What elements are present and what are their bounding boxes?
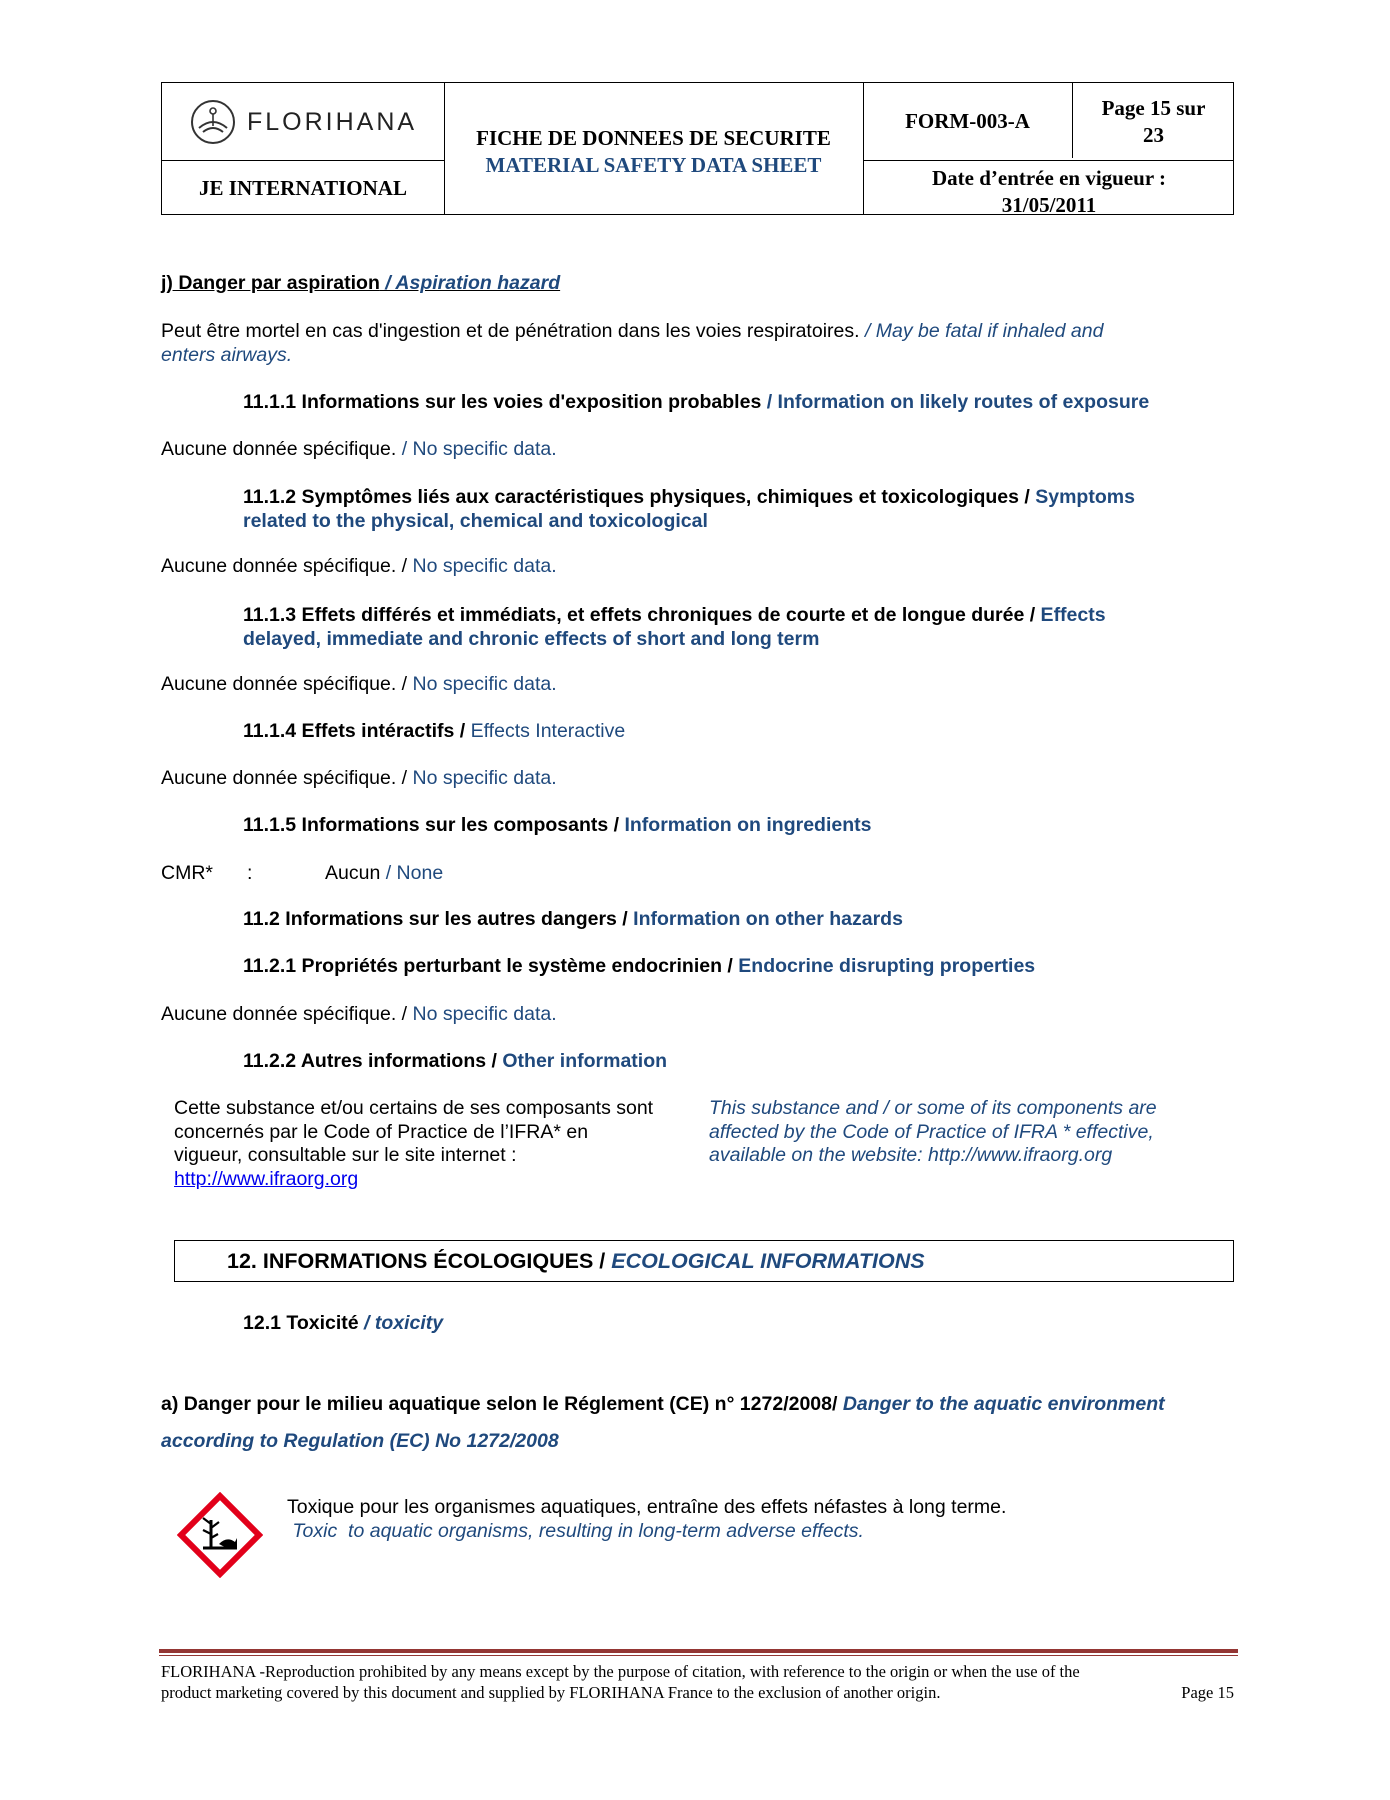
- page-number: Page 15 sur 23: [1101, 96, 1206, 147]
- aspiration-hazard-text: Peut être mortel en cas d'ingestion et de pénétration dans les voies respiratoires. / May be fatal if inhaled and enters airways.: [161, 320, 1104, 366]
- footer-line-2: product marketing covered by this document and supplied by FLORIHANA France to the exclusion of another origin.: [161, 1683, 941, 1702]
- document-header: [161, 82, 1234, 215]
- title-fr: FICHE DE DONNEES DE SECURITE: [476, 126, 831, 150]
- section-12-heading: 12. INFORMATIONS ÉCOLOGIQUES / ECOLOGICAL INFORMATIONS: [227, 1249, 925, 1273]
- footer-line-1: FLORIHANA -Reproduction prohibited by any means except by the purpose of citation, with reference to the origin or when the use of the: [161, 1662, 1080, 1681]
- no-data-4: Aucune donnée spécifique. / No specific data.: [161, 767, 557, 789]
- environment-hazard-pictogram-icon: [177, 1492, 263, 1578]
- aquatic-hazard-heading: a) Danger pour le milieu aquatique selon le Réglement (CE) n° 1272/2008/ Danger to the aquatic environment according to Regulation (EC) No 1272/2008: [161, 1393, 1165, 1452]
- section-12-heading-box: [174, 1240, 1234, 1282]
- aquatic-toxicity-text: Toxique pour les organismes aquatiques, entraîne des effets néfastes à long terme. Toxic to aquatic organisms, resulting in long-term adverse effects.: [287, 1496, 1007, 1542]
- ifra-text-fr: Cette substance et/ou certains de ses composants sont concernés par le Code of Practice de l’IFRA* en vigueur, consultable sur le site internet : http://www.ifraorg.org: [174, 1097, 654, 1190]
- section-11-2-2: 11.2.2 Autres informations / Other information: [243, 1050, 668, 1072]
- ifra-link[interactable]: http://www.ifraorg.org: [174, 1167, 359, 1190]
- section-11-2-1: 11.2.1 Propriétés perturbant le système endocrinien / Endocrine disrupting properties: [243, 955, 1036, 977]
- ifra-text-en: This substance and / or some of its components are affected by the Code of Practice of IFRA * effective, available on the website: http://www.ifraorg.org: [709, 1097, 1157, 1166]
- section-12-1: 12.1 Toxicité / toxicity: [243, 1312, 444, 1334]
- no-data-3: Aucune donnée spécifique. / No specific data.: [161, 673, 557, 695]
- section-11-1-1: 11.1.1 Informations sur les voies d'exposition probables / Information on likely routes of exposure: [243, 391, 1150, 413]
- cmr-value: Aucun / None: [325, 862, 444, 884]
- aspiration-hazard-heading: j) Danger par aspiration / Aspiration hazard: [161, 272, 561, 294]
- section-11-1-3: 11.1.3 Effets différés et immédiats, et effets chroniques de courte et de longue durée / Effects delayed, immediate and chronic effects of short and long term: [243, 604, 1106, 650]
- company-name: JE INTERNATIONAL: [199, 176, 407, 200]
- footer: [161, 1661, 1234, 1703]
- cmr-label: CMR*: [161, 862, 213, 884]
- section-11-2: 11.2 Informations sur les autres dangers / Information on other hazards: [243, 908, 903, 930]
- document-title: [444, 125, 863, 179]
- section-11-1-5: 11.1.5 Informations sur les composants / Information on ingredients: [243, 814, 872, 836]
- footer-rule: [159, 1649, 1238, 1653]
- no-data-2: Aucune donnée spécifique. / No specific data.: [161, 555, 557, 577]
- florihana-logo-icon: [189, 98, 237, 146]
- form-code: FORM-003-A: [905, 109, 1030, 133]
- cmr-colon: :: [247, 862, 253, 884]
- no-data-5: Aucune donnée spécifique. / No specific data.: [161, 1003, 557, 1025]
- section-11-1-4: 11.1.4 Effets intéractifs / Effects Interactive: [243, 720, 626, 742]
- effective-date: Date d’entrée en vigueur : 31/05/2011: [931, 166, 1167, 217]
- section-11-1-2: 11.1.2 Symptômes liés aux caractéristiques physiques, chimiques et toxicologiques / Symptoms related to the physical, chemical and toxicological: [243, 486, 1135, 532]
- logo-text: FLORIHANA: [247, 107, 418, 136]
- florihana-logo: [189, 98, 417, 146]
- title-en: MATERIAL SAFETY DATA SHEET: [485, 153, 822, 177]
- footer-page-number: Page 15: [1181, 1683, 1234, 1702]
- no-data-1: Aucune donnée spécifique. / No specific data.: [161, 438, 557, 460]
